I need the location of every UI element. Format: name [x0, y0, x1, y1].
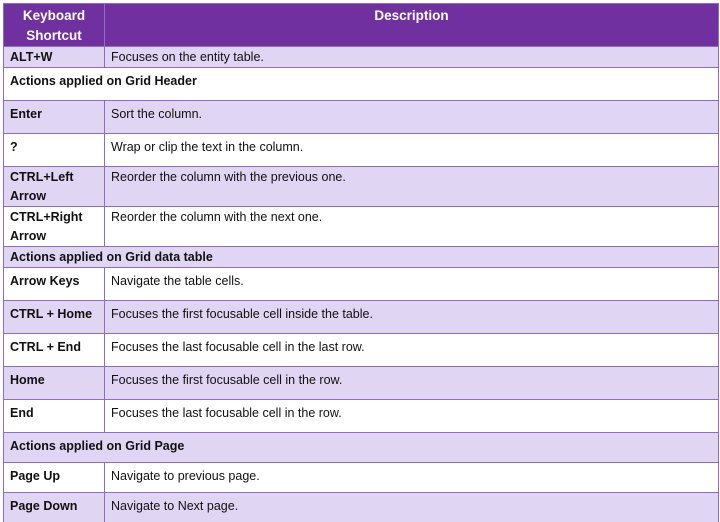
section-row	[4, 247, 719, 268]
table-row	[4, 134, 719, 167]
shortcut-key: ?	[4, 134, 105, 167]
table-row	[4, 463, 719, 493]
shortcut-key: Enter	[4, 101, 105, 134]
table-header-row	[4, 4, 719, 47]
shortcut-key: Page Up	[4, 463, 105, 493]
section-row	[4, 433, 719, 463]
shortcut-description: Reorder the column with the next one.	[105, 207, 719, 247]
keyboard-shortcut-table	[3, 3, 719, 522]
header-description: Description	[105, 4, 719, 47]
shortcut-key: Arrow Keys	[4, 268, 105, 301]
table-row	[4, 400, 719, 433]
shortcut-description: Navigate the table cells.	[105, 268, 719, 301]
table-row	[4, 367, 719, 400]
shortcut-key: End	[4, 400, 105, 433]
table-row	[4, 493, 719, 522]
shortcut-description: Focuses the last focusable cell in the last row.	[105, 334, 719, 367]
shortcut-description: Focuses on the entity table.	[105, 47, 719, 68]
shortcut-description: Navigate to Next page.	[105, 493, 719, 522]
shortcut-key: ALT+W	[4, 47, 105, 68]
shortcut-key: CTRL + Home	[4, 301, 105, 334]
shortcut-description: Focuses the first focusable cell in the row.	[105, 367, 719, 400]
table-row	[4, 334, 719, 367]
shortcut-description: Navigate to previous page.	[105, 463, 719, 493]
section-title-grid-data-table: Actions applied on Grid data table	[4, 247, 719, 268]
shortcut-key: Page Down	[4, 493, 105, 522]
shortcut-key: CTRL+Left Arrow	[4, 167, 105, 207]
shortcut-description: Focuses the last focusable cell in the row.	[105, 400, 719, 433]
section-title-grid-header: Actions applied on Grid Header	[4, 68, 719, 101]
header-keyboard-shortcut: Keyboard Shortcut	[4, 4, 105, 47]
table-row	[4, 167, 719, 207]
table-row	[4, 301, 719, 334]
table-row	[4, 207, 719, 247]
section-row	[4, 68, 719, 101]
shortcut-description: Focuses the first focusable cell inside the table.	[105, 301, 719, 334]
section-title-grid-page: Actions applied on Grid Page	[4, 433, 719, 463]
shortcut-description: Reorder the column with the previous one.	[105, 167, 719, 207]
shortcut-key: CTRL+Right Arrow	[4, 207, 105, 247]
shortcut-key: Home	[4, 367, 105, 400]
shortcut-key: CTRL + End	[4, 334, 105, 367]
table-row	[4, 101, 719, 134]
table-row	[4, 47, 719, 68]
table-row	[4, 268, 719, 301]
shortcut-description: Sort the column.	[105, 101, 719, 134]
shortcut-description: Wrap or clip the text in the column.	[105, 134, 719, 167]
